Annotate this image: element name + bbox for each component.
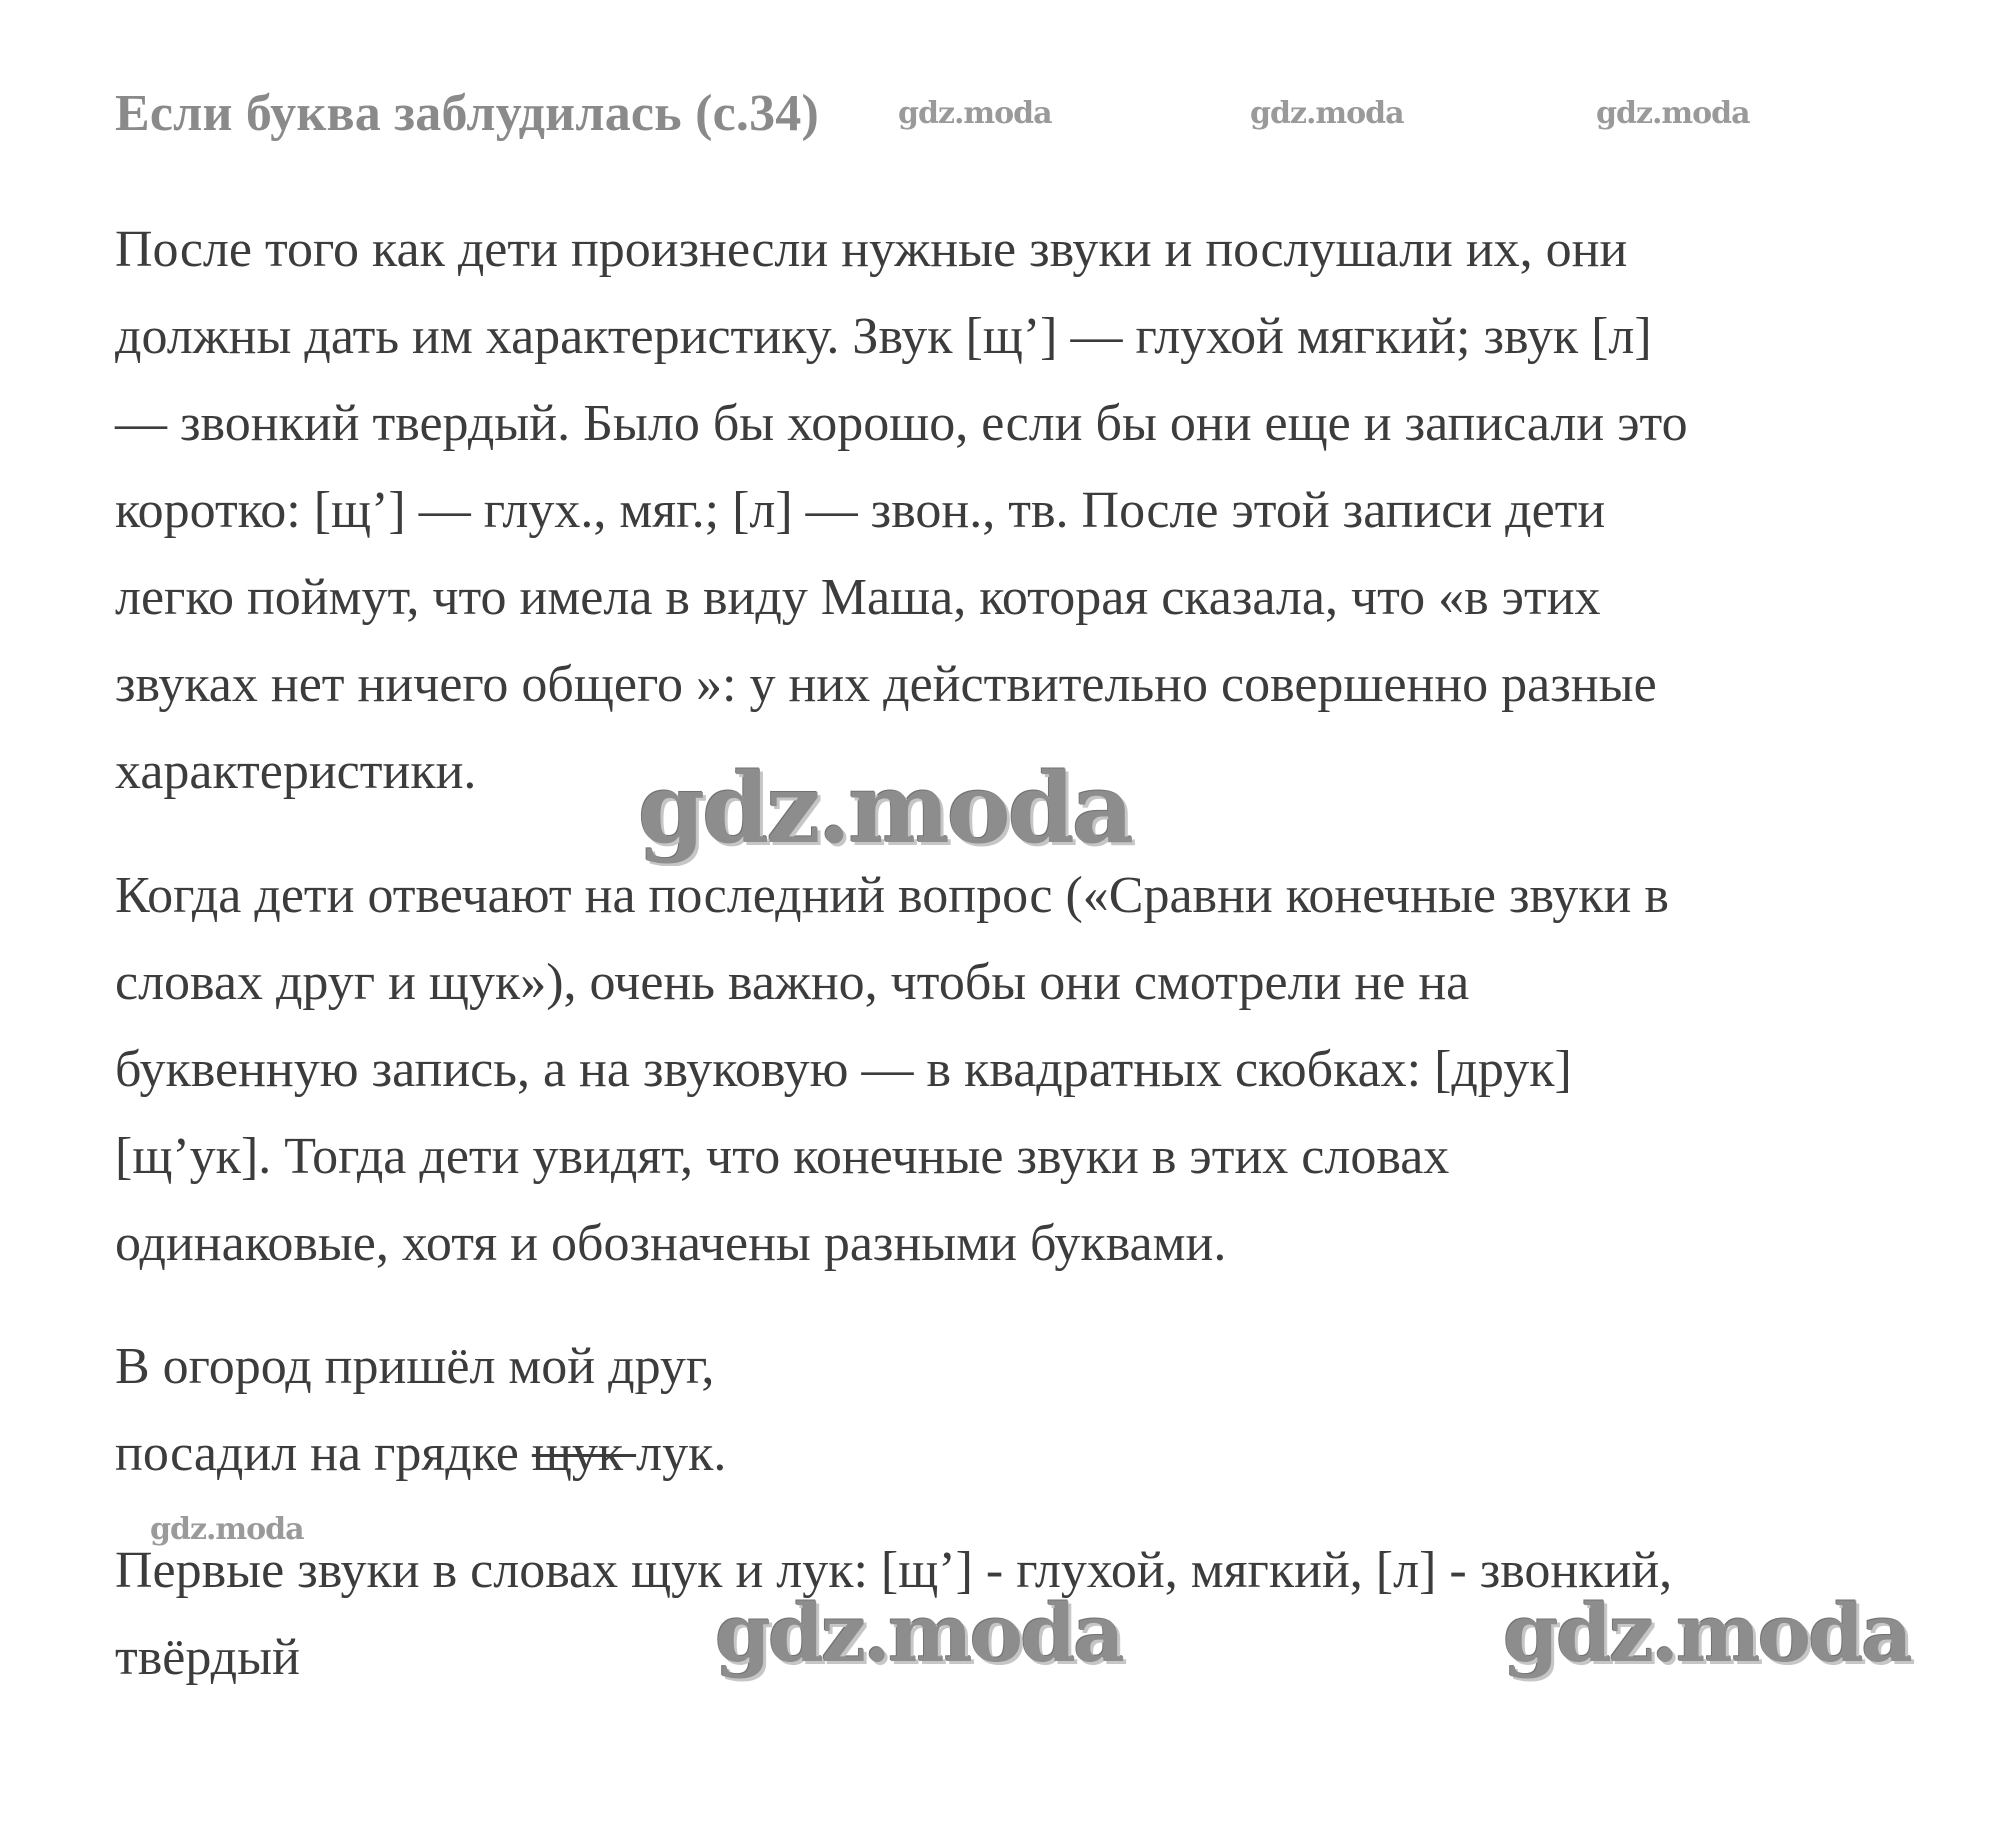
watermark: gdz.moda [1250, 96, 1404, 131]
text-line: звуках нет ничего общего »: у них действительно совершенно разные [115, 656, 1657, 713]
text-line: Когда дети отвечают на последний вопрос («Сравни конечные звуки в [115, 867, 1669, 924]
text-line: одинаковые, хотя и обозначены разными буквами. [115, 1215, 1227, 1272]
text-line: легко поймут, что имела в виду Маша, которая сказала, что «в этих [115, 569, 1601, 626]
text-line: коротко: [щ’] — глух., мяг.; [л] — звон., тв. После этой записи дети [115, 482, 1606, 539]
text-line: [щ’ук]. Тогда дети увидят, что конечные звуки в этих словах [115, 1128, 1450, 1185]
poem-line-2-start: посадил на грядке [115, 1425, 532, 1482]
poem-line-2 [115, 1410, 1905, 1497]
watermark: gdz.moda [1503, 1586, 1910, 1680]
text-line: должны дать им характеристику. Звук [щ’] — глухой мягкий; звук [л] [115, 308, 1652, 365]
poem-line-1: В огород пришёл мой друг, [115, 1338, 715, 1395]
watermark: gdz.moda [898, 96, 1052, 131]
paragraph-2 [115, 852, 1905, 1287]
poem [115, 1323, 1905, 1497]
text-line: буквенную запись, а на звуковую — в квадратных скобках: [друк] [115, 1041, 1572, 1098]
text-line: словах друг и щук»), очень важно, чтобы они смотрели не на [115, 954, 1470, 1011]
watermark: gdz.moda [150, 1512, 304, 1547]
text-line: твёрдый [115, 1629, 300, 1686]
paragraph-1 [115, 206, 1905, 815]
text-line: — звонкий твердый. Было бы хорошо, если бы они еще и записали это [115, 395, 1688, 452]
poem-line-2-end: лук. [636, 1425, 727, 1482]
struck-word: щук [531, 1425, 637, 1482]
watermark: gdz.moda [638, 752, 1132, 865]
watermark: gdz.moda [715, 1586, 1122, 1680]
watermark: gdz.moda [1596, 96, 1750, 131]
text-line: Первые звуки в словах щук и лук: [щ’] - глухой, мягкий, [л] - звонкий, [115, 1542, 1673, 1599]
page-title: Если буква заблудилась (с.34) [115, 85, 819, 142]
text-line: характеристики. [115, 743, 477, 800]
text-line: После того как дети произнесли нужные звуки и послушали их, они [115, 221, 1628, 278]
